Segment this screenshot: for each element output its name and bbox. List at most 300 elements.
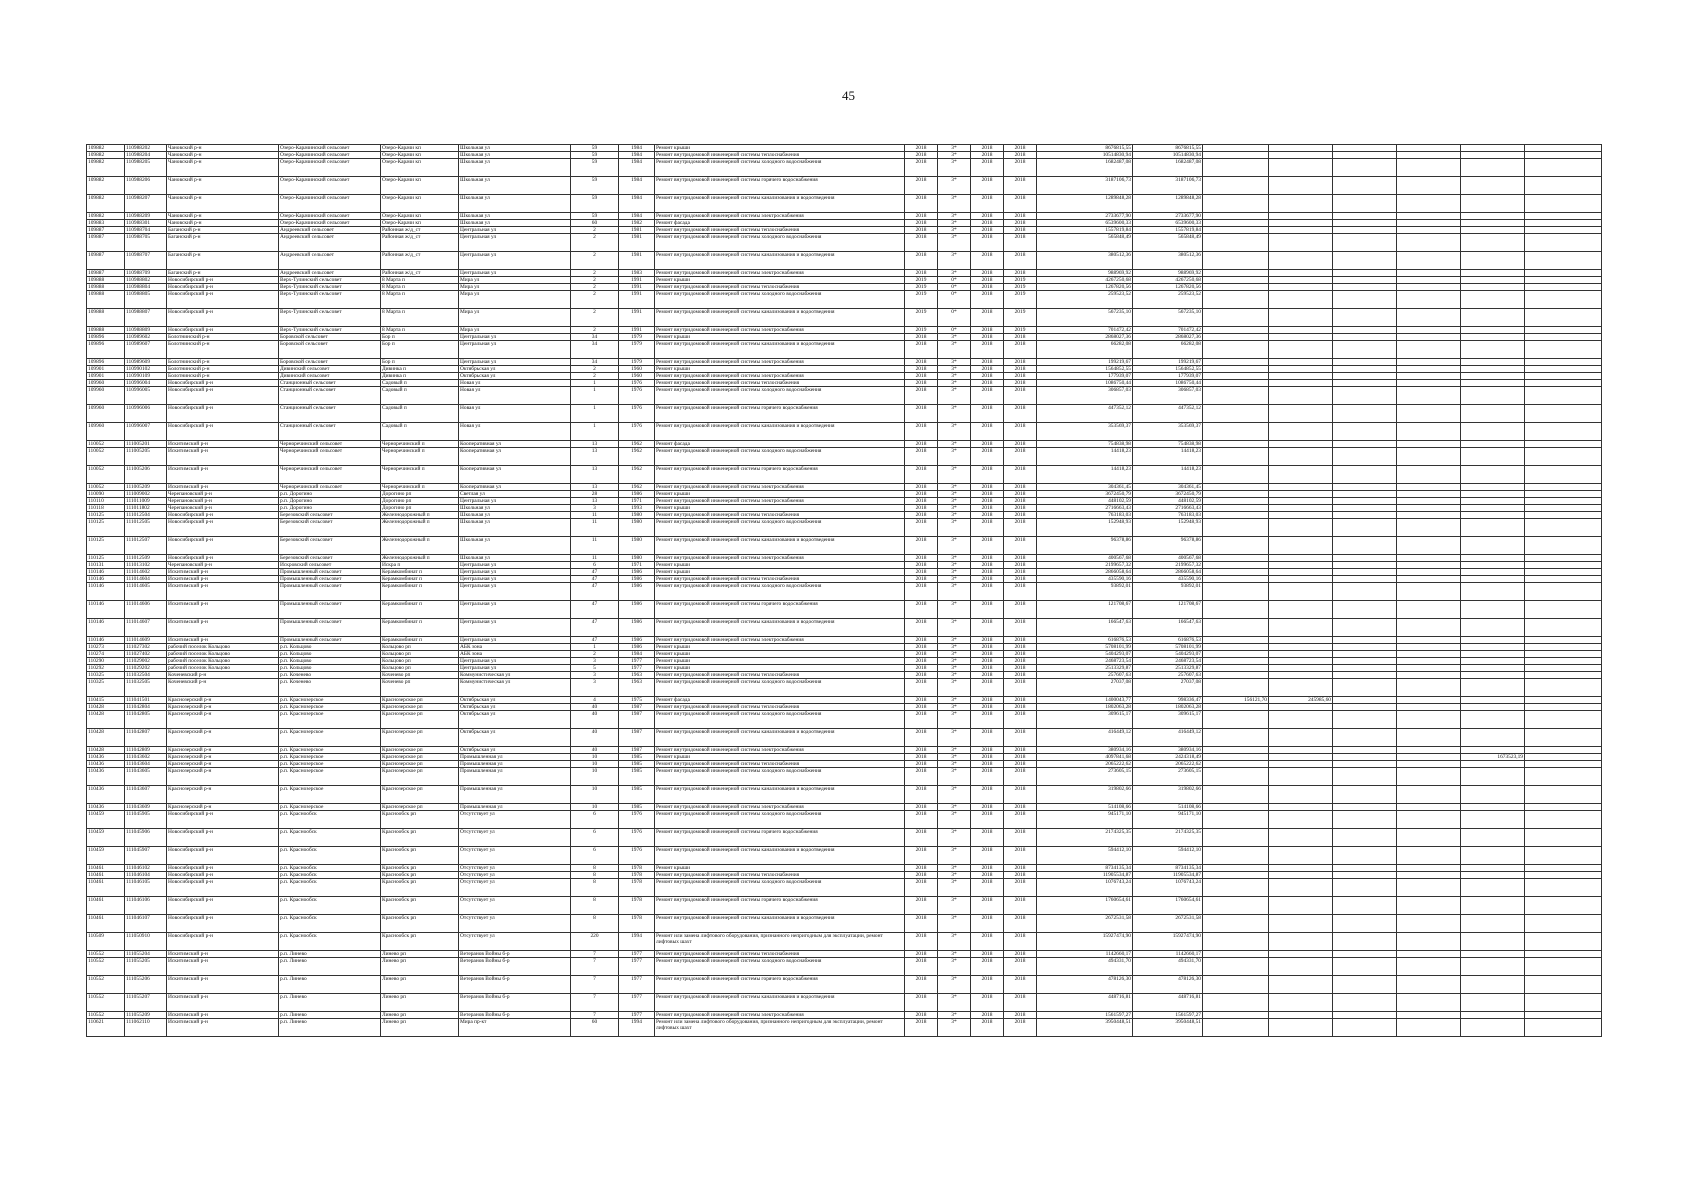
- table-cell-sum_x: [1203, 537, 1269, 555]
- table-cell-c20: [1461, 658, 1525, 665]
- table-cell-year_b: 2018: [971, 505, 1004, 512]
- table-cell-sum_fund: 1076743,24: [1133, 879, 1203, 897]
- table-cell-street: Центральная ул: [459, 619, 571, 637]
- table-row: [87, 644, 1602, 651]
- table-cell-sum_x: [1203, 897, 1269, 915]
- table-cell-work_type: Ремонт внутридомовой инженерной системы теплоснабжения: [655, 284, 905, 291]
- table-cell-id1: 110436: [87, 804, 125, 811]
- table-cell-year_b: 2018: [971, 619, 1004, 637]
- table-cell-id2: 110988807: [125, 309, 167, 327]
- table-cell-c21: [1525, 145, 1602, 152]
- table-cell-year_c: 2018: [1004, 466, 1037, 484]
- table-cell-sum_x: [1203, 601, 1269, 619]
- table-cell-sum_total: 594412,10: [1037, 847, 1133, 865]
- table-cell-locality: Садовый п: [381, 405, 459, 423]
- table-cell-c19: [1397, 498, 1461, 505]
- table-cell-year_built: 1963: [619, 672, 655, 679]
- table-cell-year_b: 2018: [971, 309, 1004, 327]
- table-cell-sum_x: [1203, 562, 1269, 569]
- table-cell-id2: 110988809: [125, 327, 167, 334]
- table-cell-settlement: Верх-Тулинский сельсовет: [279, 277, 381, 284]
- table-cell-c20: [1461, 519, 1525, 537]
- table-cell-street: Школьная ул: [459, 152, 571, 159]
- table-cell-year_c: 2018: [1004, 583, 1037, 601]
- table-cell-year_built: 1985: [619, 786, 655, 804]
- table-cell-street: АБК зона: [459, 644, 571, 651]
- table-cell-house: 3: [571, 505, 619, 512]
- table-cell-sum_y: [1269, 448, 1333, 466]
- table-cell-work_type: Ремонт крыши: [655, 145, 905, 152]
- table-cell-mark: 3*: [938, 555, 971, 562]
- table-cell-sum_y: [1269, 195, 1333, 213]
- table-cell-sum_total: 988969,92: [1037, 270, 1133, 277]
- table-row: [87, 847, 1602, 865]
- table-cell-id1: 109887: [87, 270, 125, 277]
- table-cell-sum_fund: 66282,08: [1133, 341, 1203, 359]
- table-cell-year_c: 2018: [1004, 768, 1037, 786]
- table-cell-sum_fund: 400567,68: [1133, 555, 1203, 562]
- table-cell-settlement: р.п. Краснообск: [279, 829, 381, 847]
- table-cell-sum_z: [1333, 865, 1397, 872]
- table-cell-house: 8: [571, 865, 619, 872]
- table-row: [87, 195, 1602, 213]
- table-cell-year_a: 2019: [905, 277, 938, 284]
- table-cell-year_c: 2018: [1004, 448, 1037, 466]
- table-cell-id2: 110988204: [125, 152, 167, 159]
- table-cell-year_c: 2018: [1004, 373, 1037, 380]
- table-cell-id1: 110290: [87, 658, 125, 665]
- table-cell-year_b: 2018: [971, 270, 1004, 277]
- table-cell-c20: [1461, 704, 1525, 711]
- table-cell-id1: 110090: [87, 491, 125, 498]
- table-cell-year_c: 2018: [1004, 366, 1037, 373]
- table-cell-sum_total: 1086750,44: [1037, 380, 1133, 387]
- table-cell-street: Центральная ул: [459, 601, 571, 619]
- table-cell-year_b: 2018: [971, 576, 1004, 583]
- table-cell-mark: 3*: [938, 519, 971, 537]
- table-cell-id1: 110436: [87, 761, 125, 768]
- table-cell-c20: [1461, 583, 1525, 601]
- table-cell-sum_z: [1333, 754, 1397, 761]
- table-cell-street: Школьная ул: [459, 145, 571, 152]
- table-cell-settlement: р.п. Краснозерское: [279, 747, 381, 754]
- table-cell-house: 1: [571, 423, 619, 441]
- table-cell-work_type: Ремонт крыши: [655, 651, 905, 658]
- table-cell-sum_x: [1203, 373, 1269, 380]
- table-cell-id2: 111012507: [125, 537, 167, 555]
- table-cell-district: рабочий поселок Кольцово: [167, 665, 279, 672]
- table-cell-year_c: 2018: [1004, 341, 1037, 359]
- table-cell-sum_total: 1561597,27: [1037, 1012, 1133, 1019]
- table-cell-c19: [1397, 491, 1461, 498]
- table-cell-house: 1: [571, 644, 619, 651]
- table-cell-locality: Линево рп: [381, 958, 459, 976]
- table-cell-sum_x: [1203, 195, 1269, 213]
- table-cell-street: Отсутствует ул: [459, 872, 571, 879]
- table-cell-sum_x: [1203, 754, 1269, 761]
- table-cell-sum_y: [1269, 1012, 1333, 1019]
- table-cell-year_c: 2018: [1004, 537, 1037, 555]
- table-cell-id1: 110415: [87, 697, 125, 704]
- table-cell-c21: [1525, 505, 1602, 512]
- table-cell-c21: [1525, 234, 1602, 252]
- table-cell-year_b: 2018: [971, 387, 1004, 405]
- table-cell-year_a: 2018: [905, 729, 938, 747]
- table-cell-sum_fund: 257607,63: [1133, 672, 1203, 679]
- table-cell-sum_z: [1333, 658, 1397, 665]
- table-cell-id2: 110988202: [125, 145, 167, 152]
- table-cell-year_b: 2018: [971, 341, 1004, 359]
- table-cell-sum_x: [1203, 220, 1269, 227]
- table-cell-c20: [1461, 341, 1525, 359]
- table-cell-sum_x: [1203, 768, 1269, 786]
- table-cell-sum_y: [1269, 679, 1333, 697]
- table-cell-year_c: 2018: [1004, 994, 1037, 1012]
- table-cell-id1: 110461: [87, 915, 125, 933]
- table-cell-street: Промышленная ул: [459, 786, 571, 804]
- table-cell-year_built: 1994: [619, 933, 655, 951]
- table-cell-settlement: р.п. Краснозерское: [279, 754, 381, 761]
- table-cell-id1: 110146: [87, 576, 125, 583]
- table-row: [87, 637, 1602, 644]
- table-cell-year_built: 1962: [619, 448, 655, 466]
- table-cell-c20: [1461, 644, 1525, 651]
- table-cell-district: Краснозерский р-н: [167, 697, 279, 704]
- table-cell-work_type: Ремонт внутридомовой инженерной системы теплоснабжения: [655, 576, 905, 583]
- table-cell-year_b: 2018: [971, 847, 1004, 865]
- table-cell-sum_total: 3950448,51: [1037, 1019, 1133, 1037]
- table-cell-c19: [1397, 277, 1461, 284]
- table-cell-sum_fund: 1557819,84: [1133, 227, 1203, 234]
- table-cell-settlement: Верх-Тулинский сельсовет: [279, 291, 381, 309]
- table-cell-year_c: 2018: [1004, 958, 1037, 976]
- table-cell-id1: 110325: [87, 679, 125, 697]
- table-cell-c20: [1461, 811, 1525, 829]
- table-cell-sum_x: [1203, 933, 1269, 951]
- table-cell-year_a: 2018: [905, 484, 938, 491]
- table-cell-year_built: 1986: [619, 619, 655, 637]
- table-cell-house: 3: [571, 679, 619, 697]
- table-row: [87, 341, 1602, 359]
- table-cell-sum_total: 309615,17: [1037, 711, 1133, 729]
- table-cell-sum_x: [1203, 644, 1269, 651]
- table-cell-sum_total: 447352,12: [1037, 405, 1133, 423]
- table-cell-mark: 3*: [938, 227, 971, 234]
- table-cell-locality: Садовый п: [381, 423, 459, 441]
- table-cell-year_b: 2018: [971, 466, 1004, 484]
- table-cell-district: Новосибирский р-н: [167, 387, 279, 405]
- table-cell-street: Коммунистическая ул: [459, 679, 571, 697]
- table-cell-street: Ветеранов Войны б-р: [459, 951, 571, 958]
- table-cell-sum_fund: 4267250,68: [1133, 277, 1203, 284]
- table-row: [87, 277, 1602, 284]
- table-cell-mark: 0*: [938, 327, 971, 334]
- table-cell-c19: [1397, 234, 1461, 252]
- table-cell-district: Новосибирский р-н: [167, 879, 279, 897]
- table-cell-work_type: Ремонт внутридомовой инженерной системы холодного водоснабжения: [655, 879, 905, 897]
- table-cell-sum_y: [1269, 637, 1333, 644]
- table-cell-year_b: 2018: [971, 555, 1004, 562]
- table-cell-year_a: 2018: [905, 865, 938, 872]
- table-cell-sum_z: [1333, 227, 1397, 234]
- table-cell-c20: [1461, 747, 1525, 754]
- table-cell-district: Краснозерский р-н: [167, 704, 279, 711]
- table-cell-year_built: 1979: [619, 341, 655, 359]
- table-cell-c20: [1461, 847, 1525, 865]
- table-cell-sum_y: [1269, 512, 1333, 519]
- table-cell-locality: 8 Марта п: [381, 277, 459, 284]
- table-cell-mark: 3*: [938, 933, 971, 951]
- table-cell-mark: 3*: [938, 672, 971, 679]
- table-cell-c20: [1461, 484, 1525, 491]
- table-cell-year_a: 2018: [905, 505, 938, 512]
- table-cell-settlement: р.п. Краснообск: [279, 879, 381, 897]
- table-cell-street: Мира ул: [459, 309, 571, 327]
- table-cell-id2: 111046106: [125, 897, 167, 915]
- table-cell-sum_total: 514108,66: [1037, 804, 1133, 811]
- table-cell-id1: 109896: [87, 334, 125, 341]
- table-cell-year_built: 1986: [619, 644, 655, 651]
- table-cell-mark: 3*: [938, 505, 971, 512]
- table-cell-sum_z: [1333, 679, 1397, 697]
- table-cell-year_c: 2018: [1004, 387, 1037, 405]
- table-cell-id1: 110428: [87, 747, 125, 754]
- table-cell-id2: 110988802: [125, 277, 167, 284]
- table-cell-settlement: Промышленный сельсовет: [279, 569, 381, 576]
- table-cell-sum_total: 1760654,61: [1037, 897, 1133, 915]
- table-cell-year_c: 2018: [1004, 213, 1037, 220]
- table-cell-district: Баганский р-н: [167, 252, 279, 270]
- table-cell-sum_y: [1269, 879, 1333, 897]
- table-cell-id1: 110459: [87, 811, 125, 829]
- table-cell-year_c: 2018: [1004, 1019, 1037, 1037]
- table-cell-sum_x: [1203, 327, 1269, 334]
- table-cell-sum_fund: 494331,70: [1133, 958, 1203, 976]
- table-cell-year_c: 2018: [1004, 637, 1037, 644]
- table-cell-id1: 109882: [87, 145, 125, 152]
- table-cell-mark: 3*: [938, 865, 971, 872]
- table-cell-year_a: 2018: [905, 811, 938, 829]
- table-cell-house: 2: [571, 366, 619, 373]
- table-cell-id1: 110274: [87, 651, 125, 658]
- table-cell-c20: [1461, 897, 1525, 915]
- table-cell-street: Школьная ул: [459, 555, 571, 562]
- table-cell-sum_y: [1269, 569, 1333, 576]
- table-cell-sum_y: [1269, 423, 1333, 441]
- table-row: [87, 555, 1602, 562]
- table-cell-locality: Коченево рп: [381, 672, 459, 679]
- table-cell-id2: 111045905: [125, 811, 167, 829]
- table-cell-year_built: 1991: [619, 309, 655, 327]
- table-cell-sum_y: [1269, 976, 1333, 994]
- table-cell-c20: [1461, 976, 1525, 994]
- table-cell-sum_total: 2866058,64: [1037, 569, 1133, 576]
- table-cell-street: Центральная ул: [459, 359, 571, 366]
- table-row: [87, 786, 1602, 804]
- table-cell-mark: 3*: [938, 754, 971, 761]
- table-cell-house: 2: [571, 252, 619, 270]
- table-cell-c20: [1461, 879, 1525, 897]
- table-cell-c19: [1397, 466, 1461, 484]
- table-cell-year_c: 2018: [1004, 872, 1037, 879]
- table-cell-year_built: 1984: [619, 152, 655, 159]
- table-cell-district: Краснозерский р-н: [167, 786, 279, 804]
- table-cell-street: Центральная ул: [459, 270, 571, 277]
- table-cell-sum_fund: 2733677,90: [1133, 213, 1203, 220]
- table-cell-c20: [1461, 159, 1525, 177]
- table-cell-sum_total: 93892,01: [1037, 583, 1133, 601]
- table-cell-c19: [1397, 879, 1461, 897]
- table-cell-id2: 111005205: [125, 448, 167, 466]
- table-cell-sum_fund: 2716663,43: [1133, 505, 1203, 512]
- table-cell-c19: [1397, 601, 1461, 619]
- table-cell-year_b: 2018: [971, 213, 1004, 220]
- table-cell-year_c: 2018: [1004, 498, 1037, 505]
- table-cell-year_built: 1977: [619, 994, 655, 1012]
- table-cell-sum_z: [1333, 359, 1397, 366]
- table-cell-sum_fund: 199219,67: [1133, 359, 1203, 366]
- table-cell-district: Краснозерский р-н: [167, 747, 279, 754]
- table-cell-c19: [1397, 220, 1461, 227]
- table-cell-c21: [1525, 665, 1602, 672]
- table-cell-c21: [1525, 227, 1602, 234]
- table-cell-year_b: 2018: [971, 512, 1004, 519]
- table-cell-sum_z: [1333, 811, 1397, 829]
- table-cell-c19: [1397, 423, 1461, 441]
- table-cell-id1: 109896: [87, 359, 125, 366]
- table-cell-year_built: 1977: [619, 658, 655, 665]
- table-cell-id1: 109901: [87, 373, 125, 380]
- table-cell-district: Новосибирский р-н: [167, 380, 279, 387]
- table-cell-locality: Краснообск рп: [381, 897, 459, 915]
- table-cell-year_b: 2018: [971, 897, 1004, 915]
- table-cell-mark: 3*: [938, 234, 971, 252]
- table-cell-locality: Краснообск рп: [381, 879, 459, 897]
- table-cell-sum_total: 2174325,35: [1037, 829, 1133, 847]
- table-cell-settlement: Станционный сельсовет: [279, 405, 381, 423]
- table-cell-c20: [1461, 665, 1525, 672]
- table-cell-c20: [1461, 958, 1525, 976]
- table-cell-sum_z: [1333, 933, 1397, 951]
- table-cell-house: 2: [571, 284, 619, 291]
- table-cell-street: Школьная ул: [459, 159, 571, 177]
- table-cell-district: Новосибирский р-н: [167, 291, 279, 309]
- table-cell-sum_fund: 2424318,49: [1133, 754, 1203, 761]
- table-cell-year_built: 1977: [619, 951, 655, 958]
- table-cell-district: Болотнинский р-н: [167, 341, 279, 359]
- table-cell-sum_z: [1333, 672, 1397, 679]
- table-cell-year_built: 1987: [619, 704, 655, 711]
- table-cell-work_type: Ремонт внутридомовой инженерной системы электроснабжения: [655, 373, 905, 380]
- table-cell-id1: 110125: [87, 519, 125, 537]
- table-cell-sum_total: 1682487,08: [1037, 159, 1133, 177]
- table-row: [87, 234, 1602, 252]
- table-cell-year_c: 2018: [1004, 576, 1037, 583]
- table-cell-year_c: 2018: [1004, 761, 1037, 768]
- table-cell-street: Октябрьская ул: [459, 373, 571, 380]
- table-cell-mark: 3*: [938, 644, 971, 651]
- table-cell-mark: 3*: [938, 512, 971, 519]
- table-cell-year_b: 2018: [971, 697, 1004, 704]
- table-cell-id1: 109887: [87, 252, 125, 270]
- table-cell-street: Школьная ул: [459, 177, 571, 195]
- table-cell-district: Черепановский р-н: [167, 562, 279, 569]
- table-cell-c19: [1397, 569, 1461, 576]
- table-cell-settlement: Промышленный сельсовет: [279, 637, 381, 644]
- table-cell-sum_fund: 380512,36: [1133, 252, 1203, 270]
- table-cell-mark: 3*: [938, 491, 971, 498]
- table-cell-year_built: 1976: [619, 387, 655, 405]
- table-cell-sum_total: 319802,66: [1037, 786, 1133, 804]
- table-cell-locality: Кольцово рп: [381, 665, 459, 672]
- table-cell-id1: 109882: [87, 152, 125, 159]
- table-cell-year_a: 2018: [905, 234, 938, 252]
- table-cell-sum_total: 4267250,68: [1037, 277, 1133, 284]
- table-cell-year_a: 2018: [905, 619, 938, 637]
- table-cell-year_b: 2018: [971, 711, 1004, 729]
- table-cell-sum_fund: 5404293,07: [1133, 651, 1203, 658]
- table-cell-year_a: 2018: [905, 679, 938, 697]
- table-cell-sum_fund: 447352,12: [1133, 405, 1203, 423]
- table-cell-mark: 3*: [938, 872, 971, 879]
- table-cell-sum_y: [1269, 786, 1333, 804]
- table-cell-sum_total: 304361,45: [1037, 484, 1133, 491]
- table-cell-settlement: Озеро-Карачинский сельсовет: [279, 152, 381, 159]
- table-cell-sum_y: [1269, 994, 1333, 1012]
- table-cell-c20: [1461, 252, 1525, 270]
- table-cell-c20: [1461, 373, 1525, 380]
- table-cell-sum_fund: 435590,16: [1133, 576, 1203, 583]
- table-cell-year_a: 2018: [905, 915, 938, 933]
- table-cell-work_type: Ремонт крыши: [655, 658, 905, 665]
- table-cell-sum_z: [1333, 252, 1397, 270]
- table-cell-locality: 8 Марта п: [381, 309, 459, 327]
- table-cell-street: Центральная ул: [459, 341, 571, 359]
- table-cell-sum_total: 177939,07: [1037, 373, 1133, 380]
- table-cell-c20: [1461, 951, 1525, 958]
- table-cell-street: Мира ул: [459, 327, 571, 334]
- table-cell-street: Центральная ул: [459, 637, 571, 644]
- table-cell-settlement: Черноречинский сельсовет: [279, 448, 381, 466]
- table-cell-sum_y: [1269, 537, 1333, 555]
- table-cell-mark: 3*: [938, 252, 971, 270]
- table-cell-district: Искитимский р-н: [167, 976, 279, 994]
- table-cell-sum_y: [1269, 747, 1333, 754]
- table-cell-sum_z: [1333, 405, 1397, 423]
- table-cell-id1: 110125: [87, 555, 125, 562]
- table-cell-year_c: 2018: [1004, 804, 1037, 811]
- table-cell-year_c: 2018: [1004, 658, 1037, 665]
- table-cell-c20: [1461, 405, 1525, 423]
- table-cell-sum_y: [1269, 729, 1333, 747]
- table-cell-street: Школьная ул: [459, 519, 571, 537]
- table-cell-sum_x: [1203, 665, 1269, 672]
- table-row: [87, 754, 1602, 761]
- table-cell-locality: Кольцово рп: [381, 658, 459, 665]
- table-cell-work_type: Ремонт крыши: [655, 366, 905, 373]
- table-cell-sum_total: 306857,03: [1037, 387, 1133, 405]
- table-cell-street: Кооперативная ул: [459, 466, 571, 484]
- table-cell-year_b: 2018: [971, 761, 1004, 768]
- table-cell-year_built: 1976: [619, 847, 655, 865]
- table-cell-id1: 110459: [87, 847, 125, 865]
- table-cell-district: Болотнинский р-н: [167, 373, 279, 380]
- table-cell-sum_z: [1333, 569, 1397, 576]
- table-cell-c19: [1397, 958, 1461, 976]
- table-cell-c19: [1397, 915, 1461, 933]
- table-cell-settlement: Черноречинский сельсовет: [279, 466, 381, 484]
- table-cell-sum_y: [1269, 284, 1333, 291]
